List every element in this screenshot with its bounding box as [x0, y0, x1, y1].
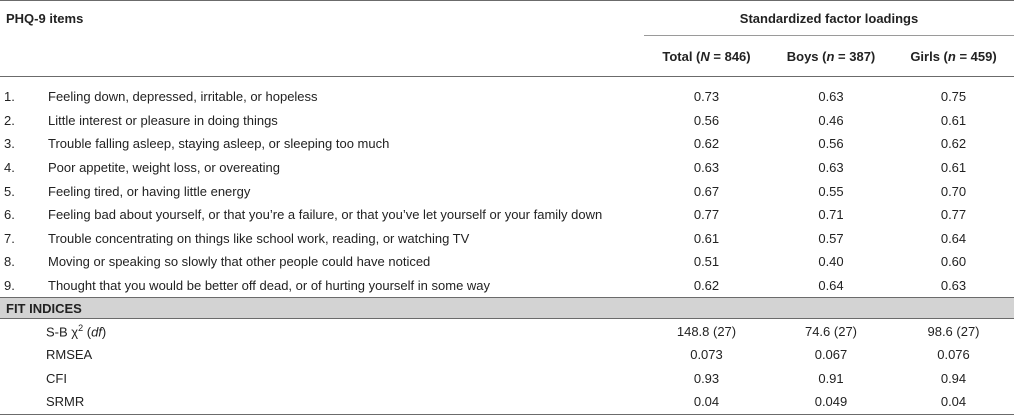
- value-girls: 0.62: [940, 136, 967, 152]
- col-header-boys: Boys (n = 387): [786, 48, 876, 64]
- item-text: Trouble falling asleep, staying asleep, or sleeping too much: [48, 136, 390, 152]
- item-text: Feeling tired, or having little energy: [48, 183, 251, 199]
- value-total: 148.8 (27): [676, 323, 737, 339]
- value-boys: 0.91: [818, 370, 844, 386]
- fit-label-rmsea: RMSEA: [46, 347, 93, 363]
- value-boys: 0.64: [818, 278, 844, 294]
- table-row: [0, 250, 1014, 274]
- fit-row-sb-chi2: [0, 319, 1014, 343]
- value-total: 0.073: [690, 347, 723, 363]
- table-row: [0, 227, 1014, 251]
- loadings-header: Standardized factor loadings: [644, 1, 1014, 36]
- value-total: 0.62: [693, 278, 720, 294]
- item-number: 7.: [4, 230, 15, 246]
- table-header: [0, 1, 1014, 77]
- item-text: Feeling down, depressed, irritable, or hopeless: [48, 89, 318, 105]
- value-boys: 0.40: [818, 254, 844, 270]
- value-boys: 0.049: [769, 390, 893, 414]
- item-text: Moving or speaking so slowly that other people could have noticed: [48, 254, 431, 270]
- table-row: [0, 203, 1014, 227]
- value-girls: 98.6 (27): [927, 323, 980, 339]
- value-boys: 0.46: [818, 112, 844, 128]
- item-text: Trouble concentrating on things like school work, reading, or watching TV: [48, 230, 470, 246]
- value-girls: 0.75: [940, 89, 967, 105]
- value-girls: 0.77: [940, 207, 967, 223]
- value-boys: 0.56: [818, 136, 844, 152]
- value-total: 0.61: [693, 230, 720, 246]
- fit-row-cfi: [0, 367, 1014, 391]
- value-boys: 0.55: [818, 183, 844, 199]
- value-total: 0.56: [693, 112, 720, 128]
- value-girls: 0.60: [940, 254, 967, 270]
- item-number: 8.: [4, 254, 15, 270]
- header-row-2: [0, 36, 1014, 77]
- item-number: 4.: [4, 160, 15, 176]
- value-girls: 0.70: [940, 183, 967, 199]
- item-text: Little interest or pleasure in doing things: [48, 112, 278, 128]
- fit-label-sb-chi2: S-B $\chi^2$ (df): [46, 322, 107, 340]
- fit-row-srmr: [0, 390, 1014, 414]
- value-total: 0.77: [693, 207, 720, 223]
- fit-label-cfi: CFI: [46, 370, 67, 386]
- value-boys: 0.71: [818, 207, 844, 223]
- value-girls: 0.94: [940, 370, 967, 386]
- value-total: 0.93: [693, 370, 720, 386]
- item-number: 2.: [4, 112, 15, 128]
- value-girls: 0.61: [940, 112, 967, 128]
- item-number: 5.: [4, 183, 15, 199]
- value-girls: 0.04: [893, 390, 1014, 414]
- table-row: [0, 109, 1014, 133]
- value-girls: 0.64: [940, 230, 967, 246]
- fit-indices-band: [0, 298, 1014, 319]
- table-body: [0, 77, 1014, 415]
- value-total: 0.63: [693, 160, 720, 176]
- table-row: [0, 156, 1014, 180]
- value-total: 0.73: [693, 89, 720, 105]
- col-header-total: Total (N = 846): [662, 48, 751, 64]
- value-girls: 0.076: [937, 347, 970, 363]
- item-number: 1.: [4, 89, 15, 105]
- value-total: 0.67: [693, 183, 720, 199]
- table-row: [0, 132, 1014, 156]
- item-number: 3.: [4, 136, 15, 152]
- col-header-girls: Girls (n = 459): [910, 48, 997, 64]
- table-row: [0, 274, 1014, 298]
- table-row: [0, 179, 1014, 203]
- value-boys: 0.067: [814, 347, 848, 363]
- item-text: Poor appetite, weight loss, or overeating: [48, 160, 280, 176]
- value-boys: 0.57: [818, 230, 844, 246]
- value-total: 0.04: [644, 390, 769, 414]
- value-boys: 0.63: [818, 89, 844, 105]
- fit-indices-heading: FIT INDICES: [0, 298, 1014, 319]
- items-header: PHQ-9 items: [0, 1, 644, 36]
- item-number: 6.: [4, 207, 15, 223]
- item-text: Feeling bad about yourself, or that you’re a failure, or that you’ve let yourself or your family down: [48, 207, 603, 223]
- value-boys: 0.63: [818, 160, 844, 176]
- value-total: 0.51: [693, 254, 720, 270]
- fit-row-rmsea: [0, 343, 1014, 367]
- item-number: 9.: [4, 278, 15, 294]
- value-boys: 74.6 (27): [804, 323, 858, 339]
- fit-label-srmr: SRMR: [46, 390, 644, 414]
- table-row: [0, 85, 1014, 109]
- value-girls: 0.63: [940, 278, 967, 294]
- item-text: Thought that you would be better off dead, or of hurting yourself in some way: [48, 278, 491, 294]
- value-total: 0.62: [693, 136, 720, 152]
- header-row-1: [0, 1, 1014, 36]
- value-girls: 0.61: [940, 160, 967, 176]
